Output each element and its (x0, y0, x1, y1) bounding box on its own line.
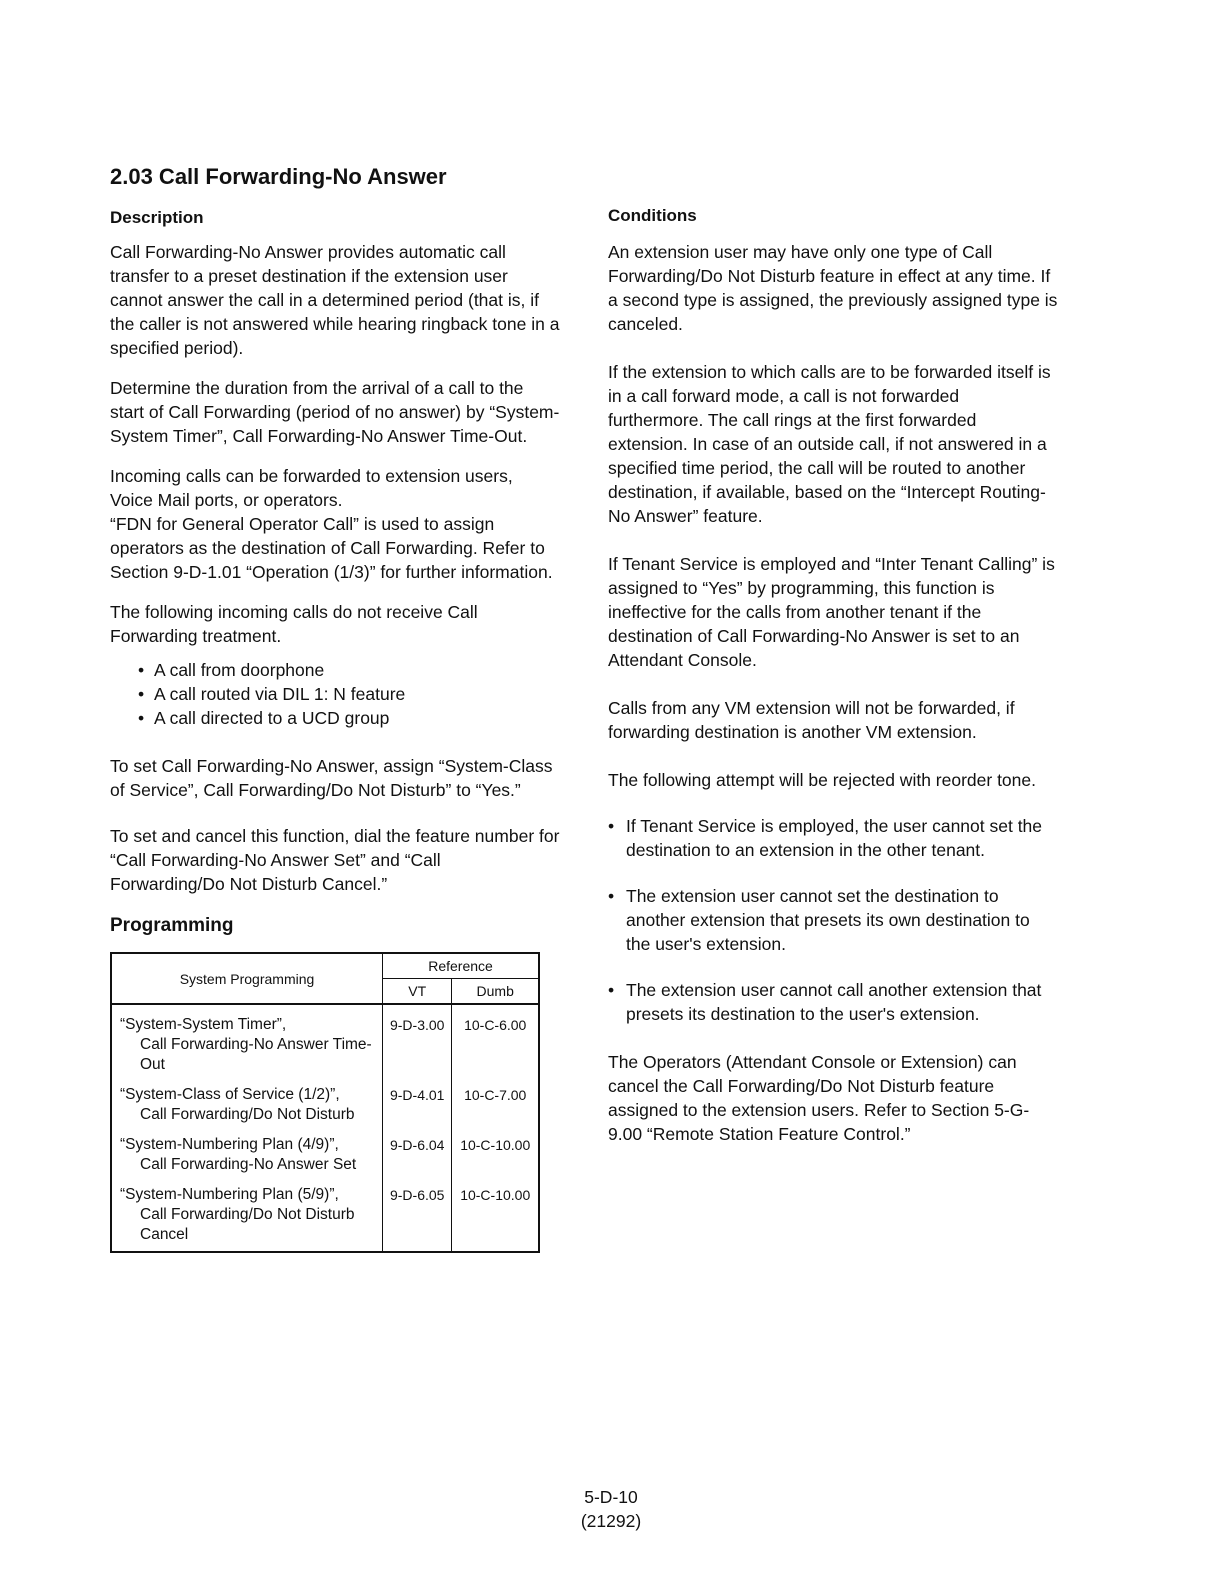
column-header-system-programming: System Programming (111, 953, 383, 1004)
rejected-attempts-list (608, 814, 1058, 1026)
table-cell-vt: 9-D-6.05 (383, 1181, 452, 1252)
column-header-reference: Reference (383, 953, 540, 979)
conditions-paragraph: If Tenant Service is employed and “Inter Tenant Calling” is assigned to “Yes” by programming, this function is ineffective for the calls from another tenant if the destination of Call Forwarding-No Answer is set to an Attendant Console. (608, 554, 1055, 670)
list-item: • The extension user cannot set the destination to another extension that presets its own destination to the user's extension. (608, 884, 1058, 956)
conditions-paragraph: An extension user may have only one type of Call Forwarding/Do Not Disturb feature in effect at any time. If a second type is assigned, the previously assigned type is canceled. (608, 242, 1058, 334)
list-item: • The extension user cannot call another extension that presets its destination to the user's extension. (608, 978, 1058, 1026)
table-row-title: “System-Class of Service (1/2)”, (120, 1086, 340, 1103)
excluded-calls-list (110, 658, 560, 730)
table-cell-vt: 9-D-4.01 (383, 1081, 452, 1131)
list-item: • If Tenant Service is employed, the user cannot set the destination to an extension in the other tenant. (608, 814, 1058, 862)
conditions-heading: Conditions (608, 206, 697, 225)
description-paragraph: Call Forwarding-No Answer provides automatic call transfer to a preset destination if the extension user cannot answer the call in a determined period (that is, if the caller is not answered while hearing ringback tone in a specified period). (110, 242, 560, 358)
programming-heading: Programming (110, 915, 234, 936)
description-paragraph: Determine the duration from the arrival of a call to the start of Call Forwarding (period of no answer) by “System-System Timer”, Call Forwarding-No Answer Time-Out. (110, 378, 560, 446)
conditions-closing-paragraph: The Operators (Attendant Console or Extension) can cancel the Call Forwarding/Do Not Disturb feature assigned to the extension users. Refer to Section 5-G-9.00 “Remote Station Feature Control.” (608, 1052, 1030, 1144)
list-item: • A call routed via DIL 1: N feature (138, 682, 560, 706)
left-column (110, 162, 560, 1253)
description-paragraph: Incoming calls can be forwarded to extension users, Voice Mail ports, or operators. (110, 466, 513, 510)
table-cell-dumb: 10-C-7.00 (452, 1081, 539, 1131)
table-row (111, 1131, 539, 1181)
table-row-subtitle: Call Forwarding/Do Not Disturb Cancel (140, 1206, 355, 1243)
description-paragraph: “FDN for General Operator Call” is used to assign operators as the destination of Call Forwarding. Refer to Section 9-D-1.01 “Operation (1/3)” for further information. (110, 514, 553, 582)
document-code: (21292) (580, 1511, 642, 1531)
table-cell-dumb: 10-C-10.00 (452, 1181, 539, 1252)
column-header-vt: VT (383, 979, 452, 1005)
table-cell-dumb: 10-C-10.00 (452, 1131, 539, 1181)
table-row-title: “System-Numbering Plan (4/9)”, (120, 1136, 339, 1153)
table-row-title: “System-Numbering Plan (5/9)”, (120, 1186, 339, 1203)
table-row (111, 1181, 539, 1252)
programming-table (110, 952, 540, 1253)
table-row-subtitle: Call Forwarding/Do Not Disturb (140, 1106, 355, 1123)
description-paragraph: The following incoming calls do not receive Call Forwarding treatment. (110, 602, 478, 646)
description-paragraph: To set Call Forwarding-No Answer, assign “System-Class of Service”, Call Forwarding/Do Not Disturb” to “Yes.” (110, 756, 553, 800)
description-paragraph: To set and cancel this function, dial the feature number for “Call Forwarding-No Answer Set” and “Call Forwarding/Do Not Disturb Cancel.” (110, 826, 560, 894)
table-row-subtitle: Call Forwarding-No Answer Set (140, 1156, 357, 1173)
right-column (608, 204, 1058, 1162)
conditions-paragraph: The following attempt will be rejected with reorder tone. (608, 770, 1036, 790)
table-cell-vt: 9-D-3.00 (383, 1011, 452, 1081)
table-row-subtitle: Call Forwarding-No Answer Time-Out (140, 1036, 372, 1073)
list-item: • A call from doorphone (138, 658, 560, 682)
table-cell-vt: 9-D-6.04 (383, 1131, 452, 1181)
page-number: 5-D-10 (584, 1487, 638, 1507)
conditions-paragraph: If the extension to which calls are to be forwarded itself is in a call forward mode, a call is not forwarded furthermore. The call rings at the first forwarded extension. In case of an outside call, if not answered in a specified time period, the call will be routed to another destination, if available, based on the “Intercept Routing-No Answer” feature. (608, 362, 1051, 526)
table-row (111, 1081, 539, 1131)
conditions-paragraph: Calls from any VM extension will not be forwarded, if forwarding destination is another VM extension. (608, 698, 1015, 742)
column-header-dumb: Dumb (452, 979, 539, 1005)
section-title: 2.03 Call Forwarding-No Answer (110, 164, 447, 189)
list-item: • A call directed to a UCD group (138, 706, 560, 730)
table-row (111, 1011, 539, 1081)
table-row-title: “System-System Timer”, (120, 1016, 287, 1033)
table-cell-dumb: 10-C-6.00 (452, 1011, 539, 1081)
description-heading: Description (110, 208, 204, 227)
